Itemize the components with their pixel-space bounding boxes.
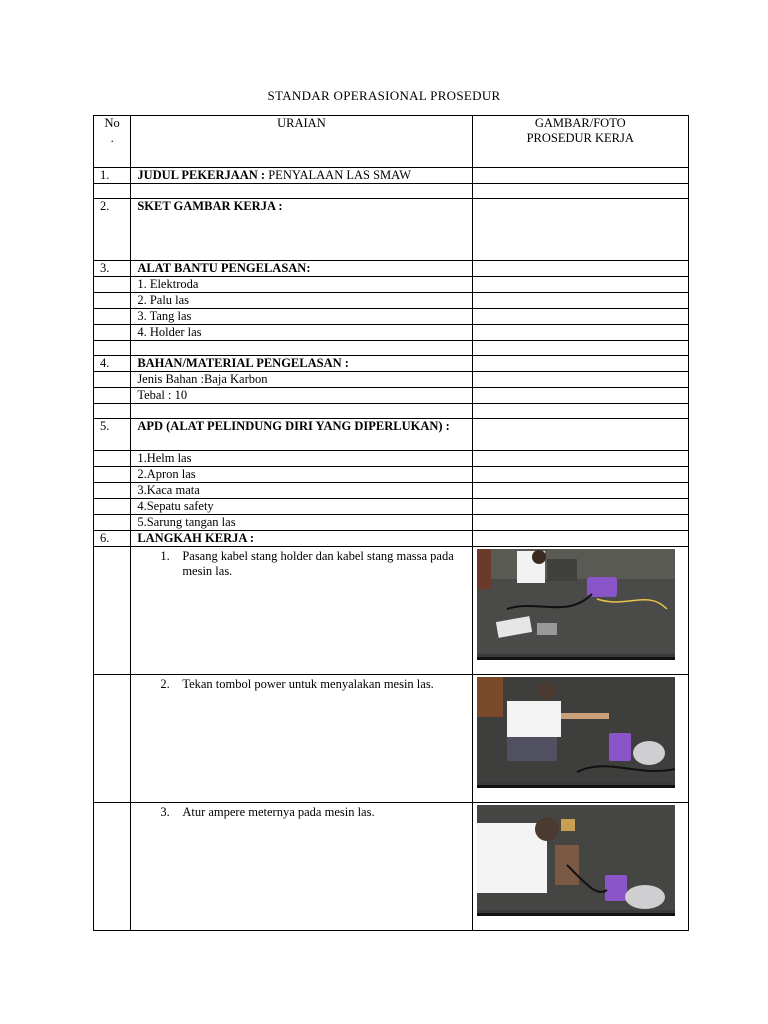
header-uraian: URAIAN — [131, 116, 472, 168]
row-number: 6. — [94, 531, 131, 547]
row-sket — [94, 199, 689, 261]
header-row — [94, 116, 689, 168]
row-number: 3. — [94, 261, 131, 277]
list-item — [94, 372, 689, 388]
header-no: No . — [94, 116, 131, 168]
header-foto: GAMBAR/FOTO PROSEDUR KERJA — [472, 116, 688, 168]
row-number: 1. — [94, 168, 131, 184]
row-langkah — [94, 531, 689, 547]
tool-item: 3. Tang las — [131, 309, 472, 325]
material-item: Tebal : 10 — [131, 388, 472, 404]
spacer-row — [94, 341, 689, 356]
apd-item: 3.Kaca mata — [131, 483, 472, 499]
step-photo-2 — [477, 677, 675, 788]
tool-item: 4. Holder las — [131, 325, 472, 341]
list-item — [94, 515, 689, 531]
judul-cell: JUDUL PEKERJAAN : PENYALAAN LAS SMAW — [131, 168, 472, 184]
list-item — [94, 483, 689, 499]
step-item: 3. Atur ampere meternya pada mesin las. — [160, 805, 375, 819]
sket-label: SKET GAMBAR KERJA : — [131, 199, 472, 261]
list-item — [94, 451, 689, 467]
row-number: 5. — [94, 419, 131, 451]
bahan-label: BAHAN/MATERIAL PENGELASAN : — [131, 356, 472, 372]
list-item — [94, 388, 689, 404]
step-row — [94, 675, 689, 803]
row-bahan — [94, 356, 689, 372]
list-item — [94, 499, 689, 515]
step-item: 2. Tekan tombol power untuk menyalakan mesin las. — [160, 677, 434, 691]
row-apd — [94, 419, 689, 451]
apd-item: 5.Sarung tangan las — [131, 515, 472, 531]
row-judul — [94, 168, 689, 184]
list-item — [94, 325, 689, 341]
list-item — [94, 309, 689, 325]
langkah-label: LANGKAH KERJA : — [131, 531, 472, 547]
step-item: 1. Pasang kabel stang holder dan kabel stang massa pada mesin las. — [160, 549, 454, 578]
step-row — [94, 803, 689, 931]
alat-label: ALAT BANTU PENGELASAN: — [131, 261, 472, 277]
material-item: Jenis Bahan :Baja Karbon — [131, 372, 472, 388]
list-item — [94, 293, 689, 309]
apd-label: APD (ALAT PELINDUNG DIRI YANG DIPERLUKAN) : — [131, 419, 472, 451]
spacer-row — [94, 184, 689, 199]
row-number: 4. — [94, 356, 131, 372]
tool-item: 2. Palu las — [131, 293, 472, 309]
apd-item: 1.Helm las — [131, 451, 472, 467]
list-item — [94, 277, 689, 293]
apd-item: 4.Sepatu safety — [131, 499, 472, 515]
sop-table — [93, 115, 689, 931]
step-photo-1 — [477, 549, 675, 660]
apd-item: 2.Apron las — [131, 467, 472, 483]
document-title: STANDAR OPERASIONAL PROSEDUR — [267, 88, 501, 103]
tool-item: 1. Elektroda — [131, 277, 472, 293]
step-photo-3 — [477, 805, 675, 916]
row-alat — [94, 261, 689, 277]
row-number: 2. — [94, 199, 131, 261]
list-item — [94, 467, 689, 483]
step-row — [94, 547, 689, 675]
spacer-row — [94, 404, 689, 419]
